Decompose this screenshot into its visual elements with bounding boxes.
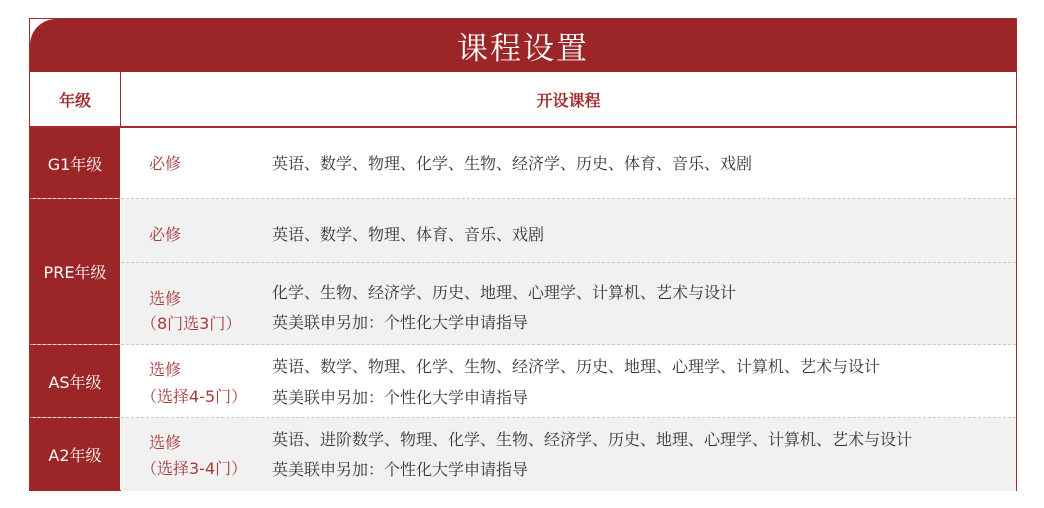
course-type-note: （选择3-4门） xyxy=(141,459,248,478)
grade-column-header: 年级 xyxy=(30,72,121,126)
course-list: 英语、数学、物理、化学、生物、经济学、历史、地理、心理学、计算机、艺术与设计 xyxy=(272,357,881,376)
course-extra: 英美联申另加：个性化大学申请指导 xyxy=(272,313,529,332)
courses-column-header: 开设课程 xyxy=(536,90,601,110)
course-list: 英语、数学、物理、体育、音乐、戏剧 xyxy=(272,225,545,244)
grade-cell-g1: G1年级 xyxy=(30,128,120,198)
course-type-note: （8门选3门） xyxy=(141,314,242,333)
table-row xyxy=(121,263,1016,345)
table-title: 课程设置 xyxy=(30,19,1016,72)
table-row xyxy=(121,199,1016,263)
course-type: 必修 xyxy=(149,225,182,244)
course-type: 选修 xyxy=(149,360,182,379)
course-list: 化学、生物、经济学、历史、地理、心理学、计算机、艺术与设计 xyxy=(272,283,737,302)
course-type: 选修 xyxy=(149,289,182,308)
grade-cell-as: AS年级 xyxy=(30,345,120,417)
course-type: 选修 xyxy=(149,433,182,452)
course-extra: 英美联申另加：个性化大学申请指导 xyxy=(272,460,529,479)
course-list: 英语、进阶数学、物理、化学、生物、经济学、历史、地理、心理学、计算机、艺术与设计 xyxy=(272,430,913,449)
course-extra: 英美联申另加：个性化大学申请指导 xyxy=(272,388,529,407)
course-list: 英语、数学、物理、化学、生物、经济学、历史、体育、音乐、戏剧 xyxy=(272,154,753,173)
course-table xyxy=(29,18,1017,491)
course-type-note: （选择4-5门） xyxy=(141,387,248,406)
course-type: 必修 xyxy=(149,154,182,173)
table-row xyxy=(121,418,1016,491)
table-row xyxy=(121,128,1016,199)
grade-cell-pre: PRE年级 xyxy=(30,199,120,344)
grade-cell-a2: A2年级 xyxy=(30,418,120,491)
table-row xyxy=(121,345,1016,418)
